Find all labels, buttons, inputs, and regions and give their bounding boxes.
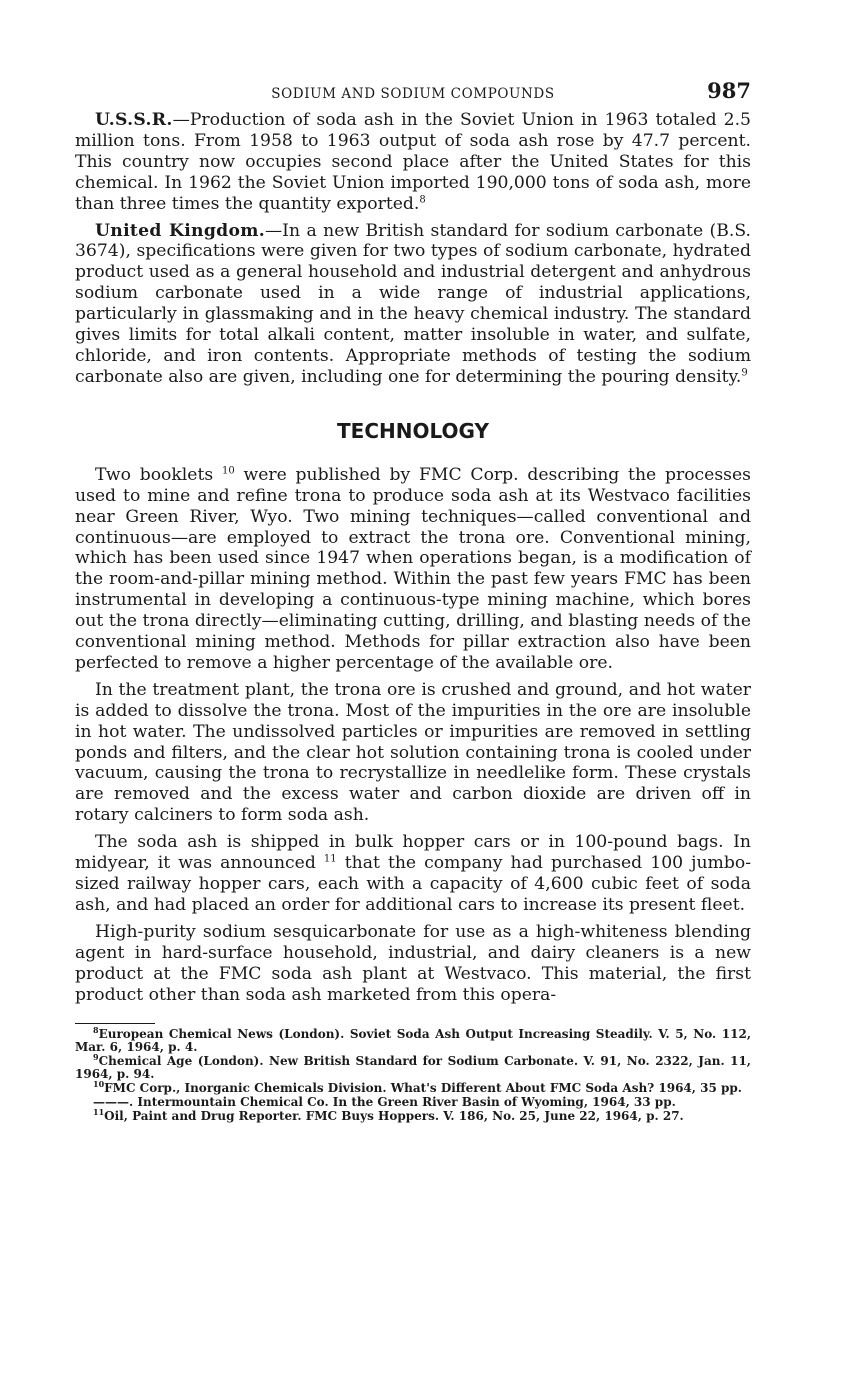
footnote-ref-9[interactable]: 9 xyxy=(741,367,748,379)
tech-p1-start: Two booklets xyxy=(95,464,214,485)
technology-paragraph-3 xyxy=(75,832,751,916)
footnote-text: Oil, Paint and Drug Reporter. FMC Buys Hoppers. V. 186, No. 25, June 22, 1964, p. 27. xyxy=(104,1109,684,1124)
footnote xyxy=(75,1096,751,1109)
uk-text: —In a new British standard for sodium carbonate (B.S. 3674), specifications were given for two types of sodium carbonate, hydrated product used as a general household and industrial detergent and anhydrous sodium carbonate used in a wide range of industrial applications, particularly in glassmaking and in the heavy chemical industry. The standard gives limits for total alkali content, matter insoluble in water, and sulfate, chloride, and iron contents. Appropriate methods of testing the sodium carbonate also are given, including one for determining the pouring density. xyxy=(75,220,751,387)
ussr-text: —Production of soda ash in the Soviet Union in 1963 totaled 2.5 million tons. From 1958 to 1963 output of soda ash rose by 47.7 percent. This country now occupies second place after the United States for this chemical. In 1962 the Soviet Union imported 190,000 tons of soda ash, more than three times the quantity exported. xyxy=(75,110,751,214)
footnote-ref-8[interactable]: 8 xyxy=(419,193,426,205)
footnote-ref-11[interactable]: 11 xyxy=(323,853,337,865)
uk-lead: United Kingdom. xyxy=(95,220,265,241)
running-head: SODIUM AND SODIUM COMPOUNDS xyxy=(271,86,555,102)
tech-p3-rest: that the company had purchased 100 jumbo-sized railway hopper cars, each with a capacity of 4,600 cubic feet of soda ash, and had placed an order for additional cars to increase its present fleet. xyxy=(75,853,752,915)
ussr-lead: U.S.S.R. xyxy=(95,110,173,130)
page xyxy=(75,78,751,1124)
footnote-text: European Chemical News (London). Soviet Soda Ash Output Increasing Steadily. V. 5, No. 112, Mar. 6, 1964, p. 4. xyxy=(75,1027,751,1055)
page-header xyxy=(75,78,751,110)
footnote-text: FMC Corp., Inorganic Chemicals Division. What's Different About FMC Soda Ash? 1964, 35 pp. xyxy=(104,1081,742,1096)
ussr-paragraph xyxy=(75,110,751,215)
footnote-text: ———. Intermountain Chemical Co. In the Green River Basin of Wyoming, 1964, 33 pp. xyxy=(93,1095,676,1110)
tech-p1-rest: were published by FMC Corp. describing the processes used to mine and refine trona to produce soda ash at its Westvaco facilities near Green River, Wyo. Two mining techniques—called conventional and continuous—are employed to extract the trona ore. Conventional mining, which has been used since 1947 when operations began, is a modification of the room-and-pillar mining method. Within the past few years FMC has been instrumental in developing a continuous-type mining machine, which bores out the trona directly—eliminating cutting, drilling, and blasting needs of the conventional mining method. Methods for pillar extraction also have been perfected to remove a higher percentage of the available ore. xyxy=(75,464,751,673)
footnote-divider xyxy=(75,1023,155,1024)
footnote-text: Chemical Age (London). New British Standard for Sodium Carbonate. V. 91, No. 2322, Jan. 11, 1964, p. 94. xyxy=(75,1054,751,1082)
footnote-number: 9 xyxy=(93,1052,99,1063)
technology-paragraph-4: High-purity sodium sesquicarbonate for use as a high-whiteness blending agent in hard-surface household, industrial, and dairy cleaners is a new product at the FMC soda ash plant at Westvaco. This material, the first product other than soda ash marketed from this opera- xyxy=(75,921,751,1005)
footnotes xyxy=(75,1025,751,1124)
footnote-ref-10[interactable]: 10 xyxy=(221,465,235,477)
footnote-number: 11 xyxy=(93,1107,105,1118)
uk-paragraph xyxy=(75,221,751,388)
footnote-number: 8 xyxy=(93,1025,99,1036)
footnote-number: 10 xyxy=(93,1079,105,1090)
technology-paragraph-2: In the treatment plant, the trona ore is crushed and ground, and hot water is added to dissolve the trona. Most of the impurities in the ore are insoluble in hot water. The undissolved particles or impurities are removed in settling ponds and filters, and the clear hot solution containing trona is cooled under vacuum, causing the trona to recrystallize in needlelike form. These crystals are removed and the excess water and carbon dioxide are driven off in rotary calciners to form soda ash. xyxy=(75,679,751,826)
tech-p3-start: The soda ash is shipped in bulk hopper cars or in 100-pound bags. In midyear, it was announced xyxy=(75,832,751,874)
footnote xyxy=(75,1025,751,1055)
footnote xyxy=(75,1107,751,1124)
footnote xyxy=(75,1079,751,1096)
technology-paragraph-1 xyxy=(75,465,751,674)
section-title: TECHNOLOGY xyxy=(337,418,489,443)
page-number: 987 xyxy=(707,78,751,103)
footnote xyxy=(75,1052,751,1082)
